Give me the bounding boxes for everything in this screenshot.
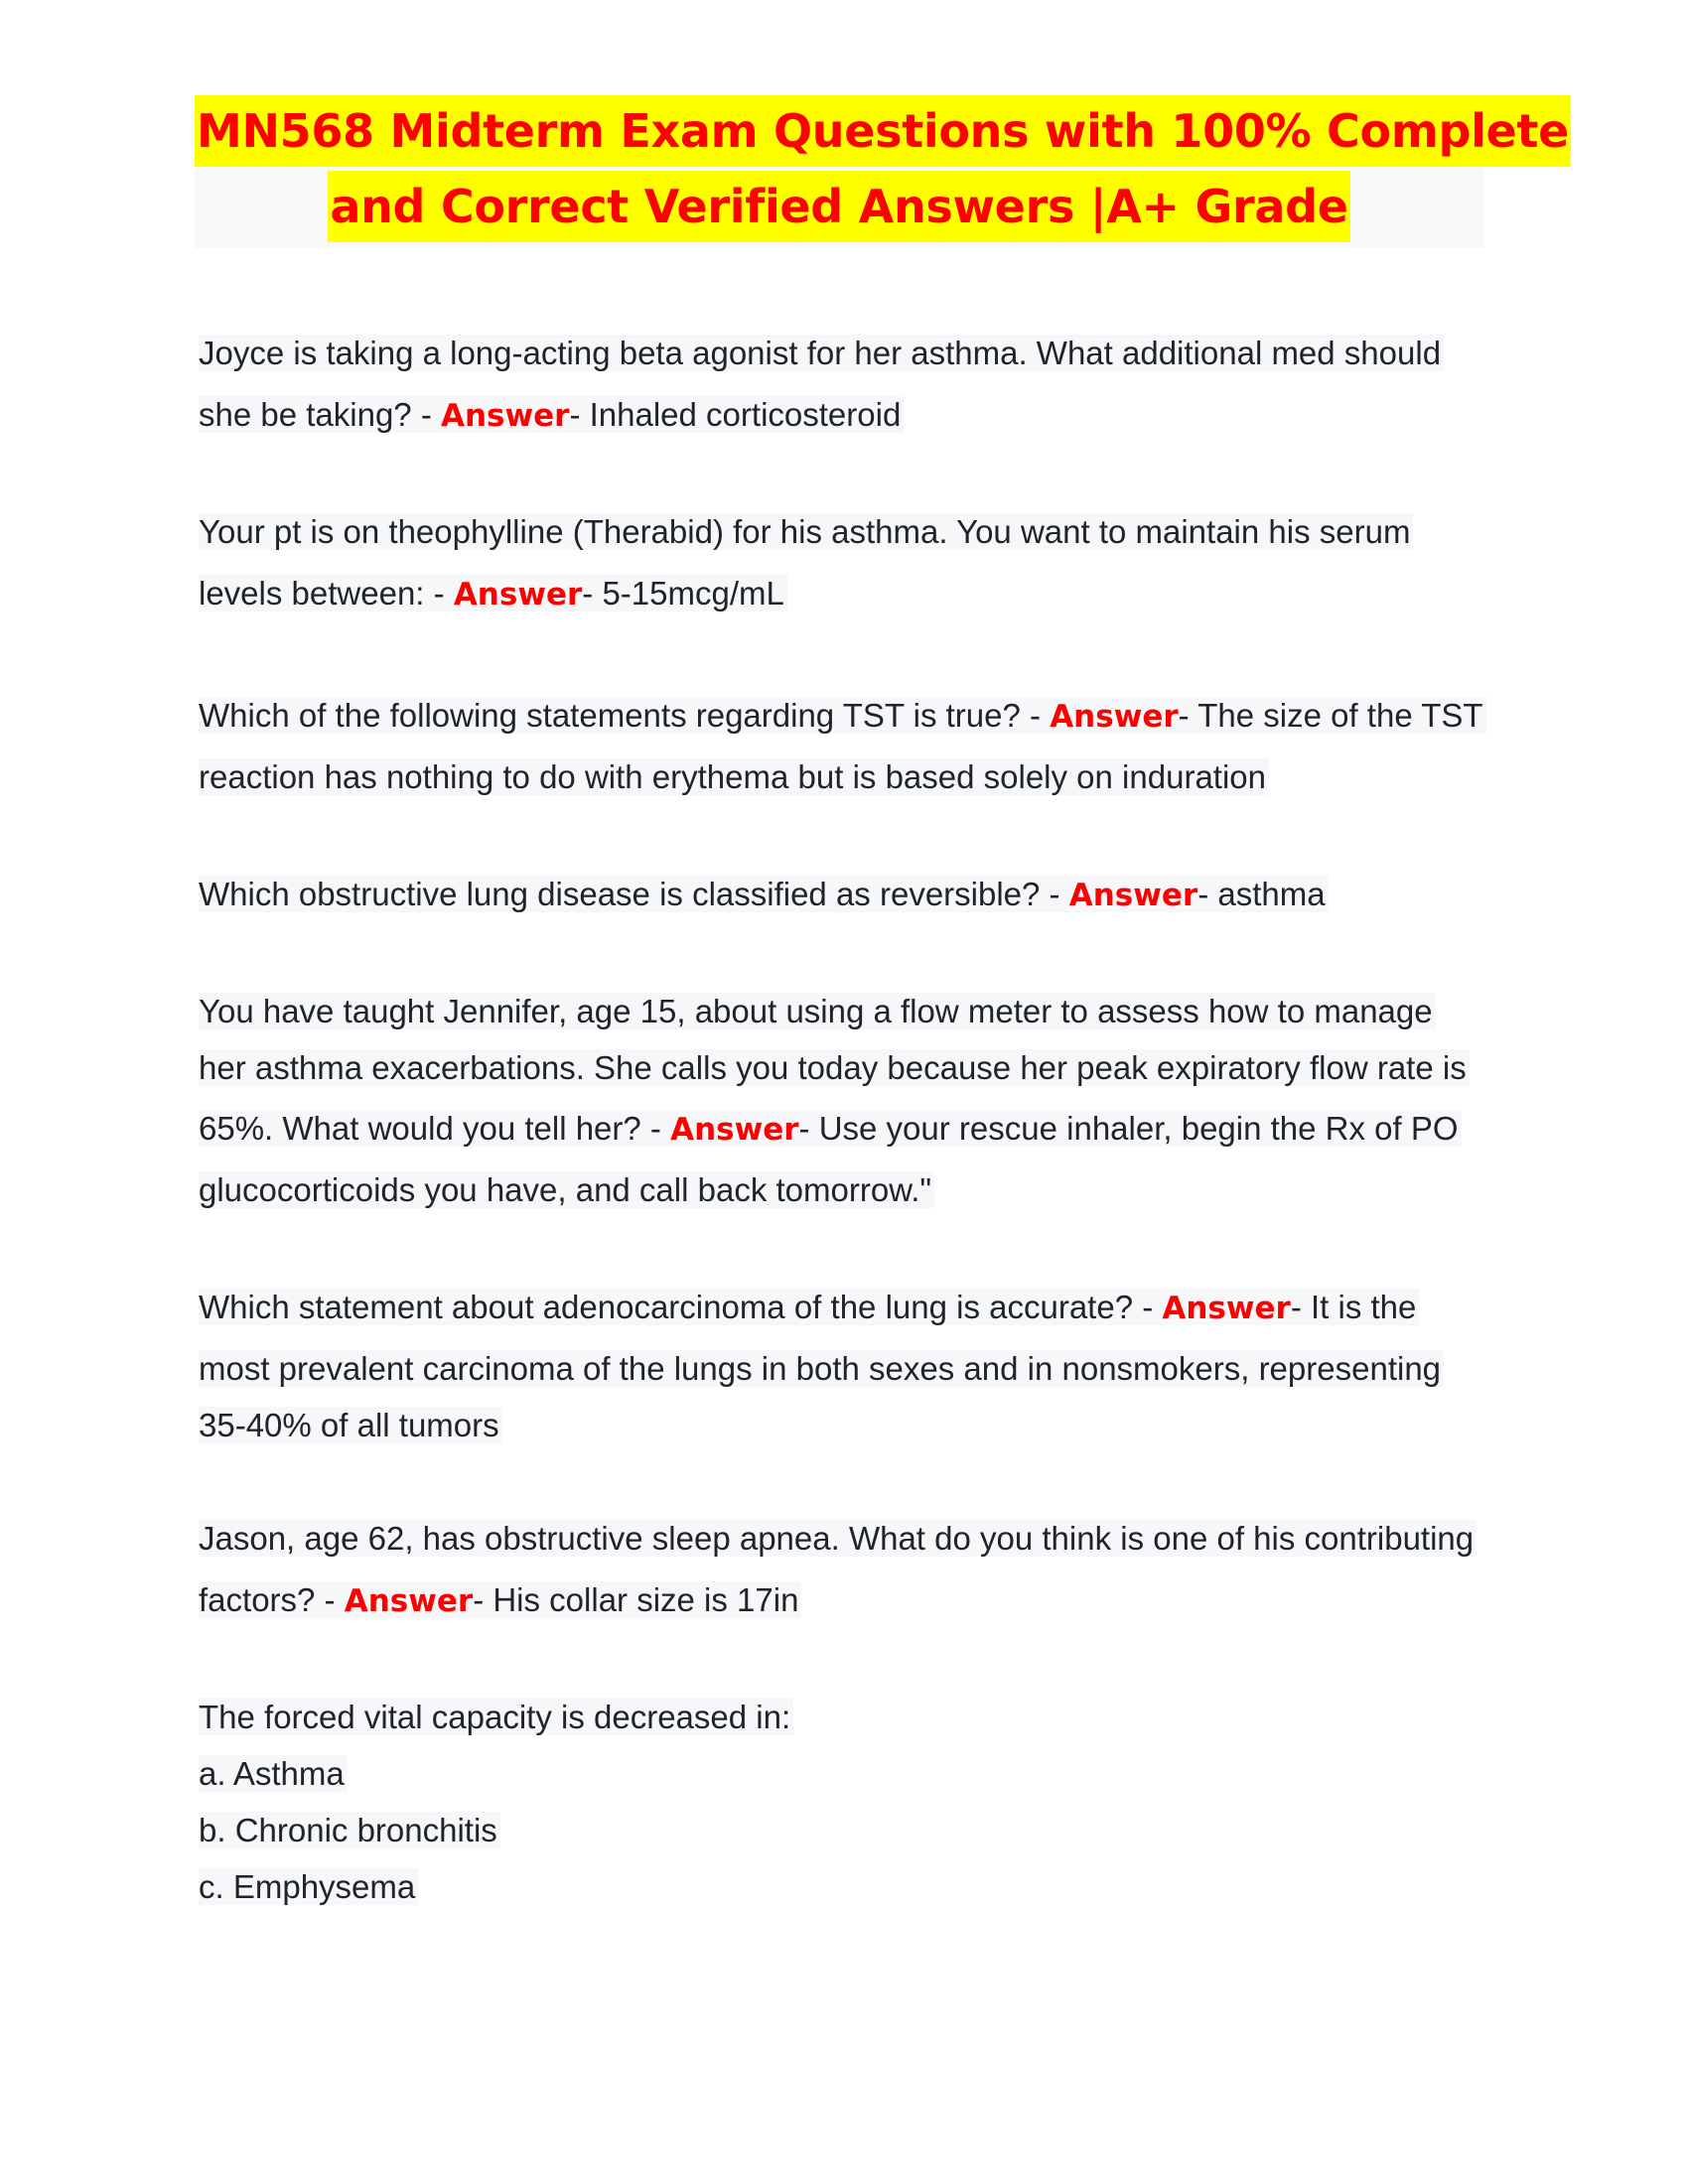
question-7-line-2: factors? - Answer- His collar size is 17in [199,1577,801,1623]
page-title [195,95,1570,248]
question-8-option-b: b. Chronic bronchitis [199,1808,500,1853]
answer-label: Answer [344,1583,474,1619]
title-line-1: MN568 Midterm Exam Questions with 100% Complete [195,95,1571,167]
question-6-line-3: 35-40% of all tumors [199,1403,502,1448]
question-2-line-1: Your pt is on theophylline (Therabid) for his asthma. You want to maintain his serum [199,509,1413,555]
answer-label: Answer [453,577,583,613]
answer-label: Answer [1162,1291,1291,1326]
answer-label: Answer [1050,699,1179,735]
question-8-option-a: a. Asthma [199,1751,348,1797]
question-5-line-2: her asthma exacerbations. She calls you today because her peak expiratory flow rate is [199,1045,1470,1091]
title-line-2: and Correct Verified Answers |A+ Grade [328,171,1349,242]
question-3-line-1: Which of the following statements regarding TST is true? - Answer- The size of the TST [199,693,1486,739]
answer-label: Answer [1068,878,1198,913]
question-5-line-4: glucocorticoids you have, and call back tomorrow." [199,1167,934,1213]
question-5-line-3: 65%. What would you tell her? - Answer- Use your rescue inhaler, begin the Rx of PO [199,1106,1462,1152]
question-7-line-1: Jason, age 62, has obstructive sleep apnea. What do you think is one of his contributing [199,1516,1477,1562]
question-5-line-1: You have taught Jennifer, age 15, about using a flow meter to assess how to manage [199,989,1436,1034]
question-3-line-2: reaction has nothing to do with erythema but is based solely on induration [199,754,1269,800]
answer-label: Answer [670,1112,799,1148]
question-6-line-2: most prevalent carcinoma of the lungs in both sexes and in nonsmokers, representing [199,1346,1444,1392]
question-1-line-1: Joyce is taking a long-acting beta agonist for her asthma. What additional med should [199,331,1444,376]
question-1-line-2: she be taking? - Answer- Inhaled corticosteroid [199,392,904,438]
answer-label: Answer [441,398,570,434]
question-6-line-1: Which statement about adenocarcinoma of the lung is accurate? - Answer- It is the [199,1285,1419,1330]
question-2-line-2: levels between: - Answer- 5-15mcg/mL [199,571,787,616]
question-8-option-c: c. Emphysema [199,1864,418,1910]
question-4-line-1: Which obstructive lung disease is classified as reversible? - Answer- asthma [199,872,1329,917]
question-8-line-1: The forced vital capacity is decreased in: [199,1695,793,1740]
